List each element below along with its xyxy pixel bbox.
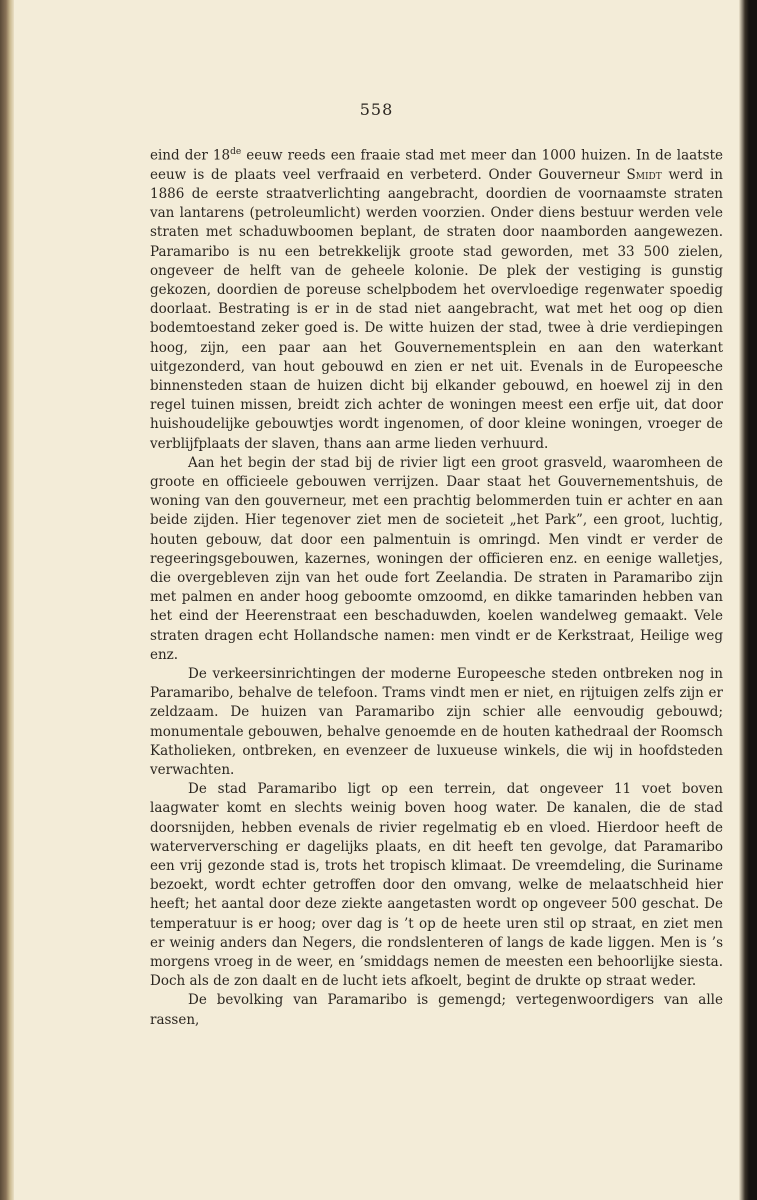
paragraph-1	[150, 143, 723, 454]
ordinal-superscript: de	[230, 147, 242, 157]
page-number: 558	[359, 100, 394, 119]
paragraph-1-end: werd in 1886 de eerste straatverlichting aangebracht, doordien de voornaamste straten van lantarens (petroleumlicht) werden voorzien. Onder diens bestuur werden vele straten met schaduwboomen beplant, de straten door naamborden aangewezen. Paramaribo is nu een betrekkelijk groote stad geworden, met 33 500 zielen, ongeveer de helft van de geheele kolonie. De plek der vestiging is gunstig gekozen, doordien de poreuse schelpbodem het overvloedige regenwater spoedig doorlaat. Bestrating is er in de stad niet aangebracht, wat met het oog op dien bodemtoestand zeker goed is. De witte huizen der stad, twee à drie verdiepingen hoog, zijn, een paar aan het Gouvernementsplein en aan den waterkant uitgezonderd, van hout gebouwd en zien er net uit. Evenals in de Europeesche binnensteden staan de huizen dicht bij elkander gebouwd, en hoewel zij in den regel tuinen missen, breidt zich achter de woningen meest een erfje uit, dat door huishoudelijke gebouwtjes wordt ingenomen, of door kleine woningen, vroeger de verblijfplaats der slaven, thans aan arme lieden verhuurd.	[150, 166, 723, 452]
paragraph-5: De bevolking van Paramaribo is gemengd; vertegenwoordigers van alle rassen,	[150, 992, 723, 1028]
book-page	[14, 0, 739, 1200]
paragraph-3: De verkeersinrichtingen der moderne Europeesche steden ontbreken nog in Paramaribo, behalve de telefoon. Trams vindt men er niet, en rijtuigen zelfs zijn er zeldzaam. De huizen van Paramaribo zijn schier alle eenvoudig gebouwd; monumentale gebouwen, behalve genoemde en de houten kathedraal der Roomsch Katholieken, ontbreken, en evenzeer de luxueuse winkels, die wij in hoofdsteden verwachten.	[150, 665, 723, 778]
paragraph-1-start: eind der 18	[150, 147, 231, 164]
paragraph-2: Aan het begin der stad bij de rivier ligt een groot grasveld, waaromheen de groote en officieele gebouwen verrijzen. Daar staat het Gouvernementshuis, de woning van den gouverneur, met een prachtig belommerden tuin er achter en aan beide zijden. Hier tegenover ziet men de societeit „het Park”, een groot, luchtig, houten gebouw, dat door een palmentuin is omringd. Men vindt er verder de regeeringsgebouwen, kazernes, woningen der officieren enz. en eenige walletjes, die overgebleven zijn van het oude fort Zeelandia. De straten in Paramaribo zijn met palmen en ander hoog geboomte omzoomd, en dikke tamarinden hebben van het eind der Heerenstraat een beschaduwden, koelen wandelweg gemaakt. Vele straten dragen echt Hollandsche namen: men vindt er de Kerkstraat, Heilige weg enz.	[150, 454, 723, 663]
paragraph-1-middle: eeuw reeds een fraaie stad met meer dan 1000 huizen. In de laatste eeuw is de plaats veel verfraaid en verbeterd. Onder Gouverneur	[150, 147, 723, 183]
governor-name: Smidt	[626, 166, 662, 183]
scan-left-edge	[0, 0, 14, 1200]
paragraph-4: De stad Paramaribo ligt op een terrein, dat ongeveer 11 voet boven laagwater komt en slechts weinig boven hoog water. De kanalen, die de stad doorsnijden, hebben evenals de rivier regelmatig eb en vloed. Hierdoor heeft de waterverversching er dagelijks plaats, en dit heeft ten gevolge, dat Paramaribo een vrij gezonde stad is, trots het tropisch klimaat. De vreemdeling, die Suriname bezoekt, wordt echter getroffen door den omvang, welke de melaatschheid hier heeft; het aantal door deze ziekte aangetasten wordt op ongeveer 500 geschat. De temperatuur is er hoog; over dag is ’t op de heete uren stil op straat, en ziet men er weinig anders dan Negers, die rondslenteren of langs de kade liggen. Men is ’s morgens vroeg in de weer, en ’smiddags nemen de meesten een behoorlijke siesta. Doch als de zon daalt en de lucht iets afkoelt, begint de drukte op straat weder.	[150, 781, 723, 990]
scan-right-edge	[739, 0, 757, 1200]
body-text	[150, 143, 723, 1030]
